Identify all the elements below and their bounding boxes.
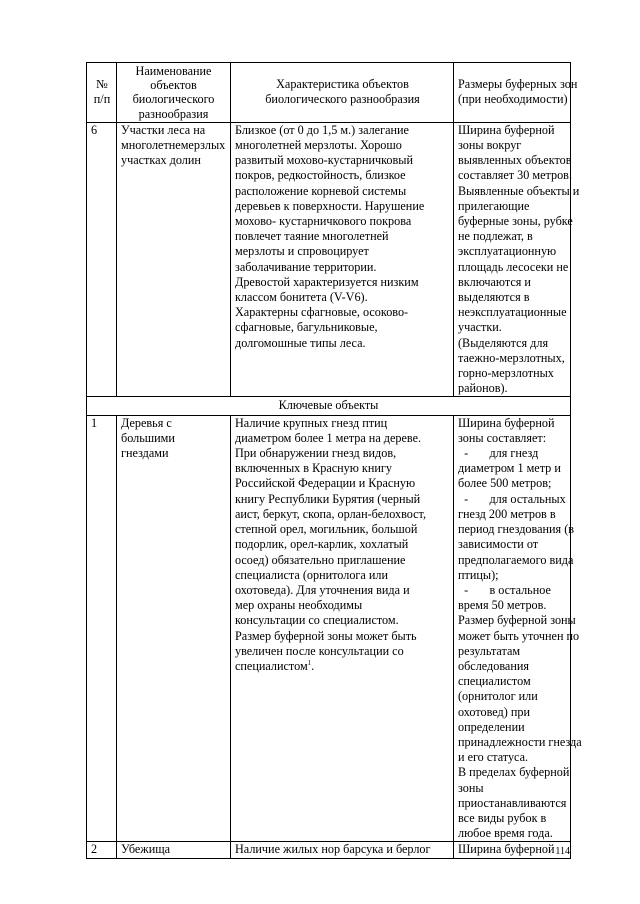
page-number: 114 [555, 846, 570, 857]
section-row [87, 397, 571, 415]
section-title: Ключевые объекты [87, 397, 571, 415]
header-num: № п/п [87, 63, 117, 123]
table-row [87, 122, 571, 397]
row-characteristic: Близкое (от 0 до 1,5 м.) залегание многолетней мерзлоты. Хорошо развитый мохово-кустарничковый покров, редкостойность, близкое расположение корневой системы деревьев к поверхности. Нарушение мохово- кустарничкового покрова повлечет таяние многолетней мерзлоты и спровоцирует заболачивание территории. Древостой характеризуется низким классом бонитета (V-V6). Характерны сфагновые, осоково- сфагновые, багульниковые, долгомошные типы леса. [231, 122, 454, 397]
table-header-row [87, 63, 571, 123]
row-buffer: Ширина буферной зоны вокруг выявленных объектов составляет 30 метров. Выявленные объекты и прилегающие буферные зоны, рубке не подлежат, в эксплуатационную площадь лесосеки не включаются и выделяются в неэксплуатационные участки. (Выделяются для таежно-мерзлотных, горно-мерзлотных районов). [454, 122, 571, 397]
row-num: 6 [87, 122, 117, 397]
header-buffer: Размеры буферных зон (при необходимости) [454, 63, 571, 123]
row-name: Деревья с большими гнездами [117, 415, 231, 842]
row-name: Убежища [117, 842, 231, 858]
row-name: Участки леса на многолетнемерзлых участках долин [117, 122, 231, 397]
table-row [87, 842, 571, 858]
header-characteristic: Характеристика объектов биологического разнообразия [231, 63, 454, 123]
header-name: Наименование объектов биологического разнообразия [117, 63, 231, 123]
row-buffer: Ширина буферной зоны составляет: - для гнезд диаметром 1 метр и более 500 метров; - для остальных гнезд 200 метров в период гнездования (в зависимости от предполагаемого вида птицы); - в остальное время 50 метров. Размер буферной зоны может быть уточнен по результатам обследования специалистом (орнитолог или охотовед) при определении принадлежности гнезда и его статуса. В пределах буферной зоны приостанавливаются все виды рубок в любое время года. [454, 415, 571, 842]
document-table [86, 62, 582, 859]
footnote-line: специалистом$^1$. [235, 658, 315, 673]
row-num: 1 [87, 415, 117, 842]
row-num: 2 [87, 842, 117, 858]
row-characteristic: Наличие крупных гнезд птиц диаметром более 1 метра на дереве. При обнаружении гнезд видов, включенных в Красную книгу Российской Федерации и Красную книгу Республики Бурятия (черный аист, беркут, скопа, орлан-белохвост, степной орел, могильник, большой подорлик, орел-карлик, хохлатый осоед) обязательно приглашение специалиста (орнитолога или охотоведа). Для уточнения вида и мер охраны необходимы консультации со специалистом. Размер буферной зоны может быть увеличен после консультации со специалистом$^1$. [231, 415, 454, 842]
footnote-ref: 1 [307, 658, 312, 667]
row-buffer: Ширина буферной [454, 842, 571, 858]
table-row [87, 415, 571, 842]
row-characteristic: Наличие жилых нор барсука и берлог [231, 842, 454, 858]
